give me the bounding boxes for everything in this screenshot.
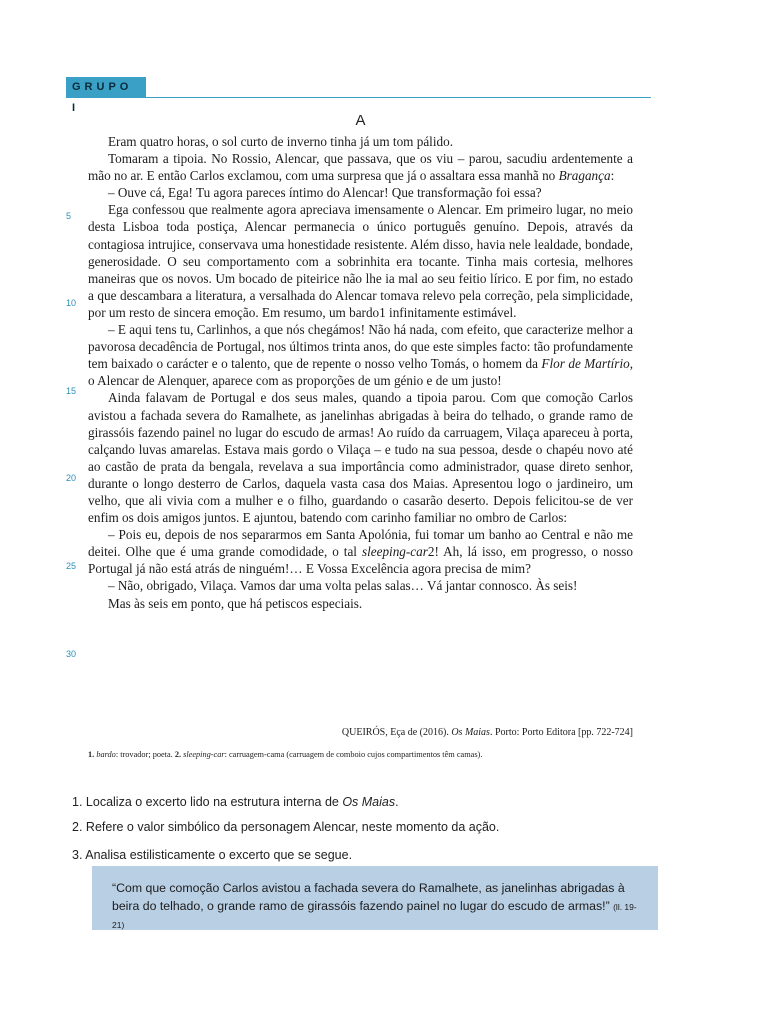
quote-text <box>112 880 642 935</box>
footnote-number: 2. <box>174 750 182 759</box>
header-rule <box>146 97 651 98</box>
paragraph-text: – Não, obrigado, Vilaça. Vamos dar uma volta pelas salas… Vá jantar connosco. Às seis! <box>108 578 578 594</box>
passage-paragraph <box>88 184 633 201</box>
question-3 <box>72 848 352 862</box>
question-number: 1. <box>72 795 83 809</box>
question-2 <box>72 820 499 834</box>
footnote-text: : trovador; poeta. <box>115 750 175 759</box>
italic-title: Bragança <box>558 168 611 184</box>
footnote-term: bardo <box>96 750 116 759</box>
passage-paragraph <box>88 595 633 612</box>
question-text: Localiza o excerto lido na estrutura interna de <box>85 795 343 809</box>
line-number-25: 25 <box>66 561 77 571</box>
paragraph-text: Eram quatro horas, o sol curto de inverno tinha já um tom pálido. <box>108 134 453 149</box>
passage-paragraph <box>88 577 633 594</box>
question-1 <box>72 795 399 809</box>
passage-paragraph <box>88 150 633 184</box>
line-number-20: 20 <box>66 473 77 483</box>
paragraph-text: 2! Ah, lá isso, em progresso, o nosso Portugal já não está atrás de ninguém!… E Vossa Excelência agora precisa de mim? <box>88 544 633 577</box>
italic-title: Flor de Martírio <box>541 356 630 372</box>
group-header <box>66 77 651 114</box>
line-number-5: 5 <box>66 211 72 221</box>
line-number-30: 30 <box>66 649 77 659</box>
question-text: . <box>395 795 399 809</box>
literary-passage <box>88 133 633 612</box>
italic-term: sleeping-car <box>361 544 428 560</box>
paragraph-text: – Pois eu, depois de nos separarmos em Santa Apolónia, fui tomar um banho ao Central e não me deitei. Olhe que é uma grande comodidade, o tal <box>88 527 633 560</box>
footnote-text: : carruagem-cama (carruagem de comboio cujos compartimentos têm camas). <box>224 750 483 759</box>
line-reference: (ll. 19-21) <box>112 901 637 930</box>
footnote-term: sleeping-car <box>183 750 225 759</box>
group-label: GRUPO I <box>66 77 146 98</box>
citation-author: QUEIRÓS, Eça de (2016). <box>341 727 452 738</box>
paragraph-text: , o Alencar de Alenquer, aparece com as proporções de um génio e de um justo! <box>88 356 633 389</box>
citation-publisher: . Porto: Porto Editora [pp. 722-724] <box>489 727 633 738</box>
passage-paragraph <box>88 201 633 321</box>
quoted-excerpt: “Com que comoção Carlos avistou a fachada severa do Ramalhete, as janelinhas abrigadas à beira do telhado, o grande ramo de girassóis fazendo painel no lugar do escudo de armas!” <box>112 881 625 913</box>
quote-box <box>92 866 658 930</box>
paragraph-text: : <box>610 168 615 184</box>
question-number: 3. <box>72 848 83 862</box>
paragraph-text: – E aqui tens tu, Carlinhos, a que nós chegámos! Não há nada, com efeito, que caracterize melhor a pavorosa decadência de Portugal, nos últimos trinta anos, do que este simples facto: tão profundamente tem baixado o carácter e o talento, que de repente o nosso velho Tomás, o homem da <box>88 322 633 372</box>
question-text: Refere o valor simbólico da personagem Alencar, neste momento da ação. <box>85 820 500 834</box>
question-italic-title: Os Maias <box>342 795 396 809</box>
passage-paragraph <box>88 133 633 150</box>
footnotes <box>88 750 648 759</box>
paragraph-text: Ega confessou que realmente agora apreciava imensamente o Alencar. Em primeiro lugar, no meio desta Lisboa toda postiça, Alencar permanecia o único português genuíno. Depois, através da contagiosa intrujice, conservava uma honestidade resistente. Além disso, havia nele lealdade, bondade, generosidade. O seu comportamento com a sobrinhita era tocante. Tinha mais cortesia, melhores maneiras que os novos. Um bocado de piteirice não lhe ia mal ao seu feitio lírico. E por fim, no estado a que descambara a literatura, a versalhada do Alencar tomava relevo pela correção, pela simplicidade, por um resto de sincera emoção. Em resumo, um bardo1 infinitamente estimável. <box>88 202 633 320</box>
citation-title: Os Maias <box>451 727 490 738</box>
line-number-10: 10 <box>66 298 77 308</box>
passage-paragraph <box>88 321 633 389</box>
footnote-number: 1. <box>88 750 95 759</box>
question-text: Analisa estilisticamente o excerto que se segue. <box>85 848 353 862</box>
question-number: 2. <box>72 820 83 834</box>
source-citation <box>88 727 633 738</box>
paragraph-text: Tomaram a tipoia. No Rossio, Alencar, que passava, que os viu – parou, sacudiu ardentemente a mão no ar. E então Carlos exclamou, com uma surpresa que já o assaltara essa manhã no <box>88 151 633 184</box>
line-number-15: 15 <box>66 386 77 396</box>
paragraph-text: – Ouve cá, Ega! Tu agora pareces íntimo do Alencar! Que transformação foi essa? <box>108 185 542 201</box>
passage-paragraph <box>88 526 633 577</box>
section-letter: A <box>355 112 366 129</box>
paragraph-text: Mas às seis em ponto, que há petiscos especiais. <box>108 595 363 611</box>
paragraph-text: Ainda falavam de Portugal e dos seus males, quando a tipoia parou. Com que comoção Carlos avistou a fachada severa do Ramalhete, as janelinhas abrigadas à beira do telhado, o grande ramo de girassóis fazendo painel no lugar do escudo de armas! Ao ruído da carruagem, Vilaça apareceu à porta, calçando luvas amarelas. Estava mais gordo o Vilaça – e tudo na sua pessoa, desde o chapéu novo até ao castão de prata da bengala, revelava a sua importância como administrador, quase direto senhor, durante o longo desterro de Carlos, daquela vasta casa dos Maias. Apresentou logo o jardineiro, um velho, que ali vivia com a mulher e o filho, guardando o casarão deserto. Depois felicitou-se de ver enfim os dois amigos juntos. E ajuntou, batendo com carinho familiar no ombro de Carlos: <box>88 390 633 526</box>
passage-paragraph <box>88 389 633 526</box>
